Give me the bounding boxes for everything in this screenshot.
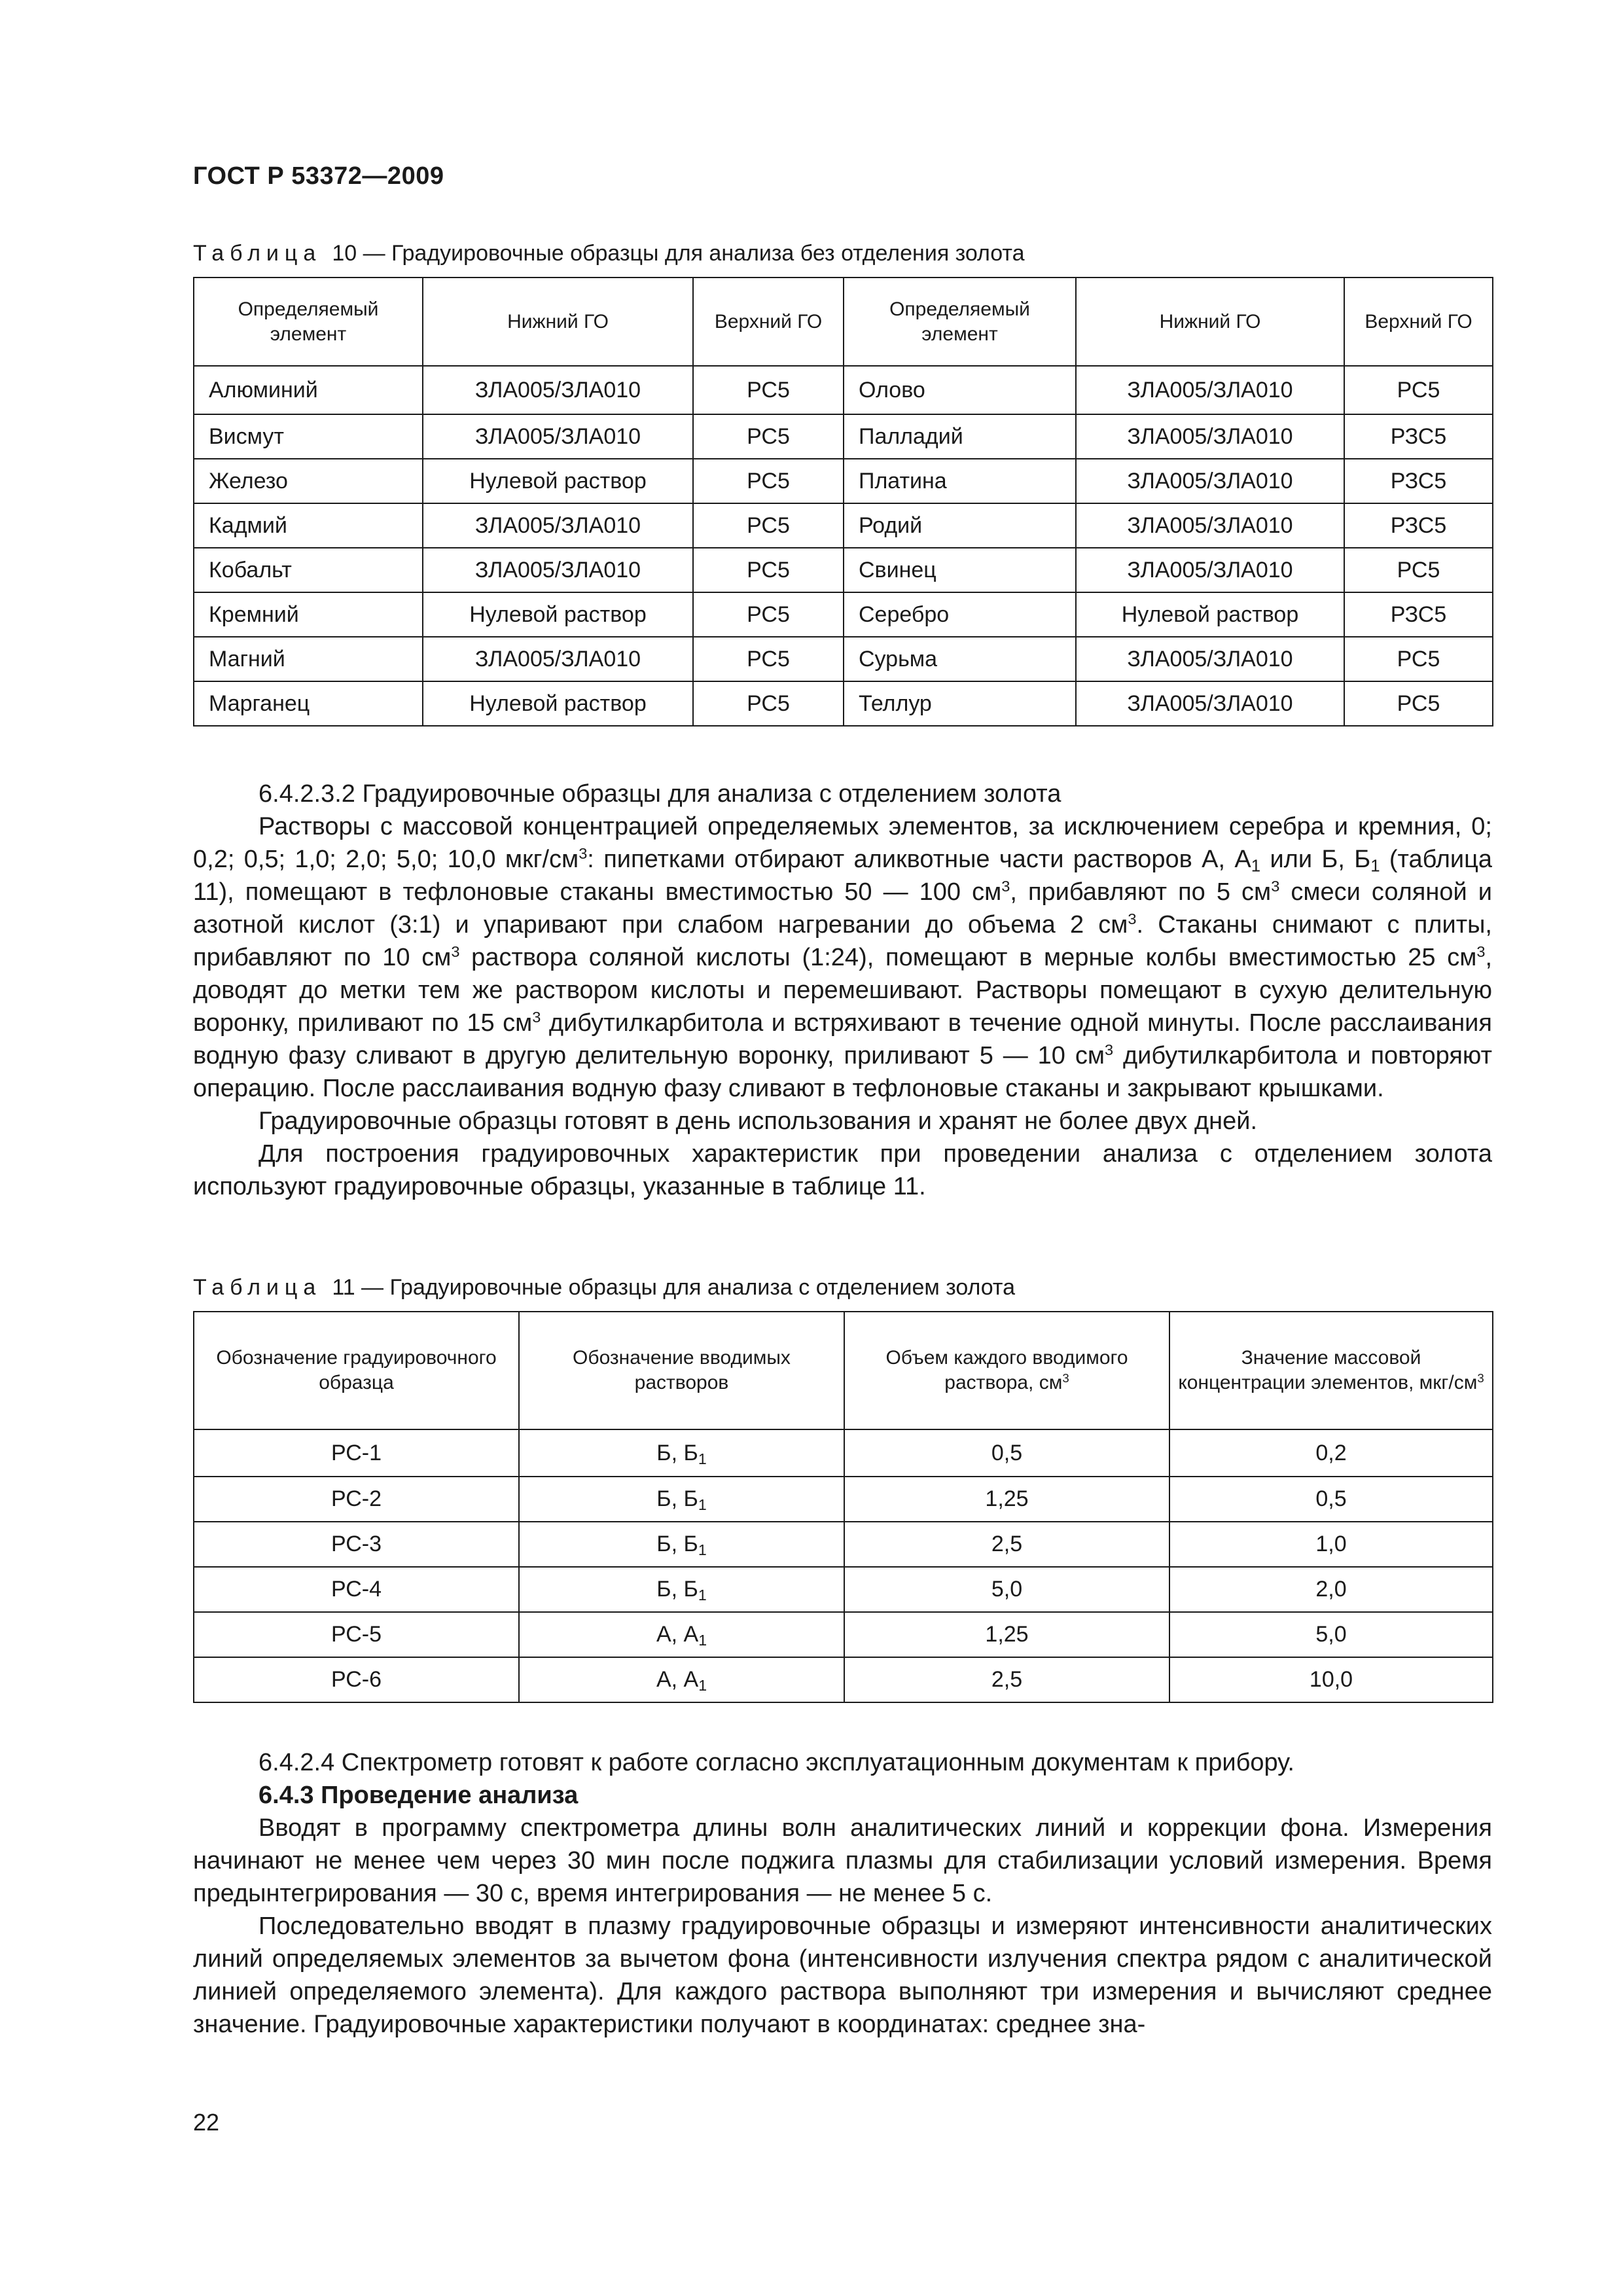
subscript: 1: [698, 1676, 707, 1694]
text-run: : пипетками отбирают аликвотные части растворов А, А: [587, 846, 1251, 873]
lower-standard: ЗЛА005/ЗЛА010: [1076, 503, 1344, 548]
table-row: [194, 1657, 1493, 1702]
upper-standard: РЗС5: [1344, 592, 1493, 637]
element-name: Свинец: [844, 548, 1076, 592]
header-text: Значение массовой концентрации элементов, мкг/см: [1178, 1347, 1478, 1393]
table-row: [194, 592, 1493, 637]
superscript: 3: [1476, 943, 1486, 961]
element-name: Олово: [844, 366, 1076, 414]
sample-designation: РС-2: [194, 1477, 519, 1522]
upper-standard: РЗС5: [1344, 459, 1493, 503]
subscript: 1: [1370, 857, 1380, 876]
lower-standard: ЗЛА005/ЗЛА010: [1076, 637, 1344, 681]
text-run: раствора соляной кислоты (1:24), помещают в мерные колбы вместимостью 25 см: [459, 944, 1477, 971]
text-run: дибутилкарбитола и повторяют операцию. После расслаивания водную фазу сливают в тефлоновые стаканы и закрывают крышками.: [193, 1042, 1493, 1102]
subscript: 1: [1251, 857, 1261, 876]
solution-text: Б, Б: [656, 1440, 698, 1465]
section-6-4-3-paragraph-2: Последовательно вводят в плазму градуировочные образцы и измеряют интенсивности аналитических линий определяемых элементов за вычетом фона (интенсивности излучения спектра рядом с аналитической линией определяемого элемента). Для каждого раствора выполняют три измерения и вычисляют среднее значение. Градуировочные характеристики получают в координатах: среднее зна-: [193, 1912, 1492, 2038]
element-name: Магний: [194, 637, 423, 681]
subscript: 1: [698, 1631, 707, 1649]
solution-text: Б, Б: [656, 1486, 698, 1511]
element-name: Висмут: [194, 414, 423, 459]
lower-standard: ЗЛА005/ЗЛА010: [1076, 681, 1344, 726]
upper-standard: РС5: [693, 592, 844, 637]
element-name: Алюминий: [194, 366, 423, 414]
table-row: [194, 366, 1493, 414]
table10-header-row: [194, 278, 1493, 366]
upper-standard: РС5: [1344, 637, 1493, 681]
table10-header-element-2: Определяемый элемент: [844, 278, 1076, 366]
table-row: [194, 459, 1493, 503]
superscript: 3: [532, 1009, 541, 1026]
section-6-4-2-3-2: [193, 778, 1492, 1203]
table-row: [194, 1477, 1493, 1522]
mass-concentration: 10,0: [1169, 1657, 1493, 1702]
table10-header-upper: Верхний ГО: [693, 278, 844, 366]
lower-standard: ЗЛА005/ЗЛА010: [423, 503, 693, 548]
superscript: 3: [1271, 878, 1280, 895]
upper-standard: РС5: [1344, 681, 1493, 726]
element-name: Кадмий: [194, 503, 423, 548]
text-run: . Стаканы снимают с плиты, прибавляют по 10 см: [193, 911, 1492, 971]
upper-standard: РЗС5: [1344, 414, 1493, 459]
text-run: (таблица 11), помещают в тефлоновые стаканы вместимостью 50 — 100 см: [193, 846, 1493, 906]
table11-header-solutions: Обозначение вводимых растворов: [519, 1312, 844, 1429]
table11-header-volume: [844, 1312, 1169, 1429]
superscript: 3: [1104, 1041, 1114, 1059]
lower-standard: Нулевой раствор: [423, 592, 693, 637]
superscript: 3: [1128, 910, 1137, 928]
table11-header-row: [194, 1312, 1493, 1429]
lower-standard: Нулевой раствор: [423, 459, 693, 503]
lower-standard: Нулевой раствор: [423, 681, 693, 726]
superscript: 3: [579, 845, 588, 863]
page-number: 22: [193, 2109, 220, 2136]
solution-text: Б, Б: [656, 1577, 698, 1602]
upper-standard: РС5: [1344, 548, 1493, 592]
table11-caption: [193, 1275, 1015, 1300]
table-row: [194, 1612, 1493, 1657]
solution-volume: 1,25: [844, 1477, 1169, 1522]
table-row: [194, 1522, 1493, 1567]
table-row: [194, 414, 1493, 459]
table-row: [194, 637, 1493, 681]
lower-standard: ЗЛА005/ЗЛА010: [423, 548, 693, 592]
sample-designation: РС-4: [194, 1567, 519, 1612]
solution-designation: [519, 1477, 844, 1522]
table10-header-lower: Нижний ГО: [423, 278, 693, 366]
mass-concentration: 2,0: [1169, 1567, 1493, 1612]
upper-standard: РС5: [693, 637, 844, 681]
document-header: ГОСТ Р 53372—2009: [193, 162, 444, 190]
solution-designation: [519, 1612, 844, 1657]
section-6-4-2-4: 6.4.2.4 Спектрометр готовят к работе согласно эксплуатационным документам к прибору.: [259, 1749, 1294, 1776]
subscript: 1: [698, 1450, 707, 1467]
text-run: смеси соляной и азотной кислот (3:1) и упаривают при слабом нагревании до объема 2 см: [193, 878, 1492, 939]
section-6-4-3-title: 6.4.3 Проведение анализа: [259, 1782, 579, 1809]
solution-volume: 0,5: [844, 1429, 1169, 1477]
solution-designation: [519, 1522, 844, 1567]
lower-standard: ЗЛА005/ЗЛА010: [1076, 414, 1344, 459]
element-name: Железо: [194, 459, 423, 503]
table-row: [194, 548, 1493, 592]
element-name: Кобальт: [194, 548, 423, 592]
element-name: Платина: [844, 459, 1076, 503]
section-6-4-2-3-2-paragraph-2: Градуировочные образцы готовят в день использования и хранят не более двух дней.: [259, 1107, 1258, 1135]
solution-volume: 5,0: [844, 1567, 1169, 1612]
mass-concentration: 1,0: [1169, 1522, 1493, 1567]
subscript: 1: [698, 1541, 707, 1558]
mass-concentration: 0,5: [1169, 1477, 1493, 1522]
lower-standard: ЗЛА005/ЗЛА010: [1076, 548, 1344, 592]
table-row: [194, 1429, 1493, 1477]
element-name: Палладий: [844, 414, 1076, 459]
section-6-4-2-3-2-paragraph-1: [193, 810, 1492, 1105]
subscript: 1: [698, 1496, 707, 1513]
element-name: Сурьма: [844, 637, 1076, 681]
solution-designation: [519, 1429, 844, 1477]
header-text: Объем каждого вводимого раствора, см: [885, 1347, 1128, 1393]
section-6-4: [193, 1746, 1492, 2041]
upper-standard: РС5: [693, 459, 844, 503]
solution-text: А, А: [656, 1622, 699, 1647]
upper-standard: РС5: [693, 503, 844, 548]
table10-header-lower-2: Нижний ГО: [1076, 278, 1344, 366]
text-run: Растворы с массовой концентрацией определяемых элементов, за исключением серебра и кремния, 0; 0,2; 0,5; 1,0; 2,0; 5,0; 10,0 мкг/см: [193, 813, 1492, 873]
table-row: [194, 503, 1493, 548]
table11-caption-text: 11 — Градуировочные образцы для анализа с отделением золота: [332, 1275, 1016, 1300]
table10-body: [194, 366, 1493, 726]
section-6-4-3-paragraph-1: Вводят в программу спектрометра длины волн аналитических линий и коррекции фона. Измерения начинают не менее чем через 30 мин после поджига плазмы для стабилизации условий измерения. Время предынтегрирования — 30 с, время интегрирования — не менее 5 с.: [193, 1814, 1492, 1907]
sample-designation: РС-6: [194, 1657, 519, 1702]
table11-caption-prefix: Таблица: [193, 1275, 322, 1300]
table11: [193, 1311, 1493, 1703]
lower-standard: ЗЛА005/ЗЛА010: [423, 637, 693, 681]
upper-standard: РС5: [693, 414, 844, 459]
mass-concentration: 0,2: [1169, 1429, 1493, 1477]
lower-standard: ЗЛА005/ЗЛА010: [423, 366, 693, 414]
table-row: [194, 681, 1493, 726]
subscript: 1: [698, 1586, 707, 1604]
table-row: [194, 1567, 1493, 1612]
table10-caption-text: 10 — Градуировочные образцы для анализа без отделения золота: [332, 241, 1025, 266]
superscript: 3: [451, 943, 460, 961]
mass-concentration: 5,0: [1169, 1612, 1493, 1657]
superscript: 3: [1062, 1371, 1069, 1385]
solution-volume: 1,25: [844, 1612, 1169, 1657]
solution-text: Б, Б: [656, 1532, 698, 1556]
upper-standard: РС5: [693, 548, 844, 592]
solution-text: А, А: [656, 1667, 699, 1692]
upper-standard: РС5: [1344, 366, 1493, 414]
table10: [193, 277, 1493, 726]
solution-designation: [519, 1567, 844, 1612]
superscript: 3: [1001, 878, 1010, 895]
table10-header-element: Определяемый элемент: [194, 278, 423, 366]
text-run: , прибавляют по 5 см: [1010, 878, 1272, 906]
solution-designation: [519, 1657, 844, 1702]
table10-caption-prefix: Таблица: [193, 241, 322, 266]
element-name: Родий: [844, 503, 1076, 548]
text-run: или Б, Б: [1260, 846, 1371, 873]
upper-standard: РЗС5: [1344, 503, 1493, 548]
solution-volume: 2,5: [844, 1657, 1169, 1702]
section-6-4-2-3-2-paragraph-3: Для построения градуировочных характеристик при проведении анализа с отделением золота используют градуировочные образцы, указанные в таблице 11.: [193, 1140, 1492, 1200]
sample-designation: РС-3: [194, 1522, 519, 1567]
element-name: Кремний: [194, 592, 423, 637]
lower-standard: ЗЛА005/ЗЛА010: [1076, 366, 1344, 414]
upper-standard: РС5: [693, 681, 844, 726]
lower-standard: Нулевой раствор: [1076, 592, 1344, 637]
lower-standard: ЗЛА005/ЗЛА010: [1076, 459, 1344, 503]
table11-header-concentration: [1169, 1312, 1493, 1429]
solution-volume: 2,5: [844, 1522, 1169, 1567]
table11-header-designation: Обозначение градуировочного образца: [194, 1312, 519, 1429]
element-name: Серебро: [844, 592, 1076, 637]
section-6-4-2-3-2-title: 6.4.2.3.2 Градуировочные образцы для анализа с отделением золота: [259, 780, 1061, 808]
element-name: Теллур: [844, 681, 1076, 726]
sample-designation: РС-5: [194, 1612, 519, 1657]
sample-designation: РС-1: [194, 1429, 519, 1477]
text-run: дибутилкарбитола и встряхивают в течение одной минуты. После расслаивания водную фазу сливают в другую делительную воронку, приливают 5 — 10 см: [193, 1009, 1492, 1069]
superscript: 3: [1477, 1371, 1484, 1385]
table10-header-upper-2: Верхний ГО: [1344, 278, 1493, 366]
lower-standard: ЗЛА005/ЗЛА010: [423, 414, 693, 459]
text-run: , доводят до метки тем же раствором кислоты и перемешивают. Растворы помещают в сухую делительную воронку, приливают по 15 см: [193, 944, 1493, 1037]
upper-standard: РС5: [693, 366, 844, 414]
table10-caption: [193, 241, 1025, 266]
element-name: Марганец: [194, 681, 423, 726]
table11-body: [194, 1429, 1493, 1702]
